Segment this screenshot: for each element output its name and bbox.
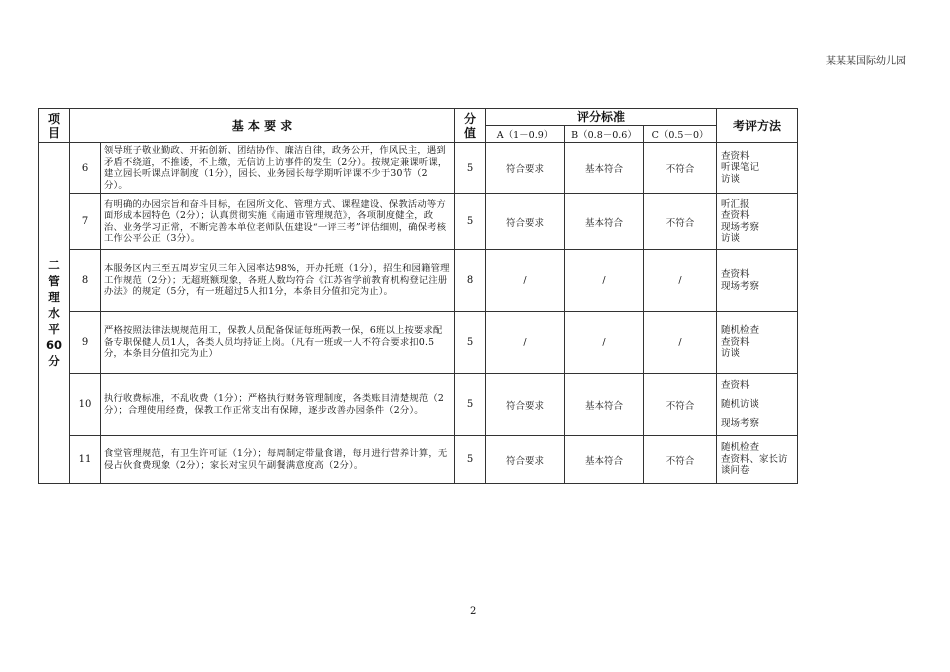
score-value: 5 — [455, 374, 486, 436]
row-number: 11 — [70, 436, 101, 484]
table-row — [39, 312, 798, 374]
evaluation-methods: 听汇报 查资料 现场考察 访谈 — [717, 194, 798, 250]
grade-c: 不符合 — [644, 436, 717, 484]
table-row — [39, 250, 798, 312]
requirement-text: 本服务区内三至五周岁宝贝三年入园率达98%，开办托班（1分），招生和园籍管理工作规范（2分）；无超班额现象，各班人数均符合《江苏省学前教育机构登记注册办法》的规定（5分，有一班超过5人扣1分，本条目分值扣完为止）。 — [101, 250, 455, 312]
table-row — [39, 143, 798, 194]
evaluation-methods: 查资料 随机访谈 现场考察 — [717, 374, 798, 436]
section-label: 二 管 理 水 平 60 分 — [39, 143, 70, 484]
row-number: 6 — [70, 143, 101, 194]
score-value: 5 — [455, 436, 486, 484]
grade-b: 基本符合 — [565, 374, 644, 436]
requirement-text: 执行收费标准，不乱收费（1分）；严格执行财务管理制度，各类账目清楚规范（2分）；合理使用经费，保教工作正常支出有保障，逐步改善办园条件（2分）。 — [101, 374, 455, 436]
grade-a: 符合要求 — [486, 143, 565, 194]
header-requirements: 基 本 要 求 — [70, 109, 455, 143]
grade-c: / — [644, 312, 717, 374]
grade-b: / — [565, 250, 644, 312]
page-number: 2 — [470, 606, 477, 617]
grade-c: 不符合 — [644, 143, 717, 194]
grade-b: / — [565, 312, 644, 374]
grade-a: 符合要求 — [486, 374, 565, 436]
grade-a: / — [486, 312, 565, 374]
organization-name: 某某某国际幼儿园 — [826, 56, 906, 67]
header-method: 考评方法 — [717, 109, 798, 143]
grade-a: 符合要求 — [486, 436, 565, 484]
grade-c: 不符合 — [644, 374, 717, 436]
evaluation-methods: 查资料 现场考察 — [717, 250, 798, 312]
header-grade-a: A（1－0.9） — [486, 126, 565, 143]
score-value: 8 — [455, 250, 486, 312]
header-criteria: 评分标准 — [486, 109, 717, 126]
evaluation-methods: 随机检查 查资料 访谈 — [717, 312, 798, 374]
table-row — [39, 194, 798, 250]
header-grade-c: C（0.5－0） — [644, 126, 717, 143]
grade-c: / — [644, 250, 717, 312]
grade-b: 基本符合 — [565, 143, 644, 194]
requirement-text: 严格按照法律法规规范用工，保教人员配备保证每班两教一保，6班以上按要求配备专职保健人员1人，各类人员均持证上岗。（凡有一班或一人不符合要求扣0.5分，本条目分值扣完为止） — [101, 312, 455, 374]
grade-b: 基本符合 — [565, 194, 644, 250]
score-value: 5 — [455, 194, 486, 250]
evaluation-methods: 查资料 听课笔记 访谈 — [717, 143, 798, 194]
table-row — [39, 436, 798, 484]
evaluation-table — [38, 108, 798, 484]
row-number: 8 — [70, 250, 101, 312]
grade-a: / — [486, 250, 565, 312]
score-value: 5 — [455, 312, 486, 374]
score-value: 5 — [455, 143, 486, 194]
row-number: 7 — [70, 194, 101, 250]
table-row — [39, 374, 798, 436]
row-number: 9 — [70, 312, 101, 374]
header-score: 分 值 — [455, 109, 486, 143]
grade-b: 基本符合 — [565, 436, 644, 484]
grade-a: 符合要求 — [486, 194, 565, 250]
requirement-text: 有明确的办园宗旨和奋斗目标，在园所文化、管理方式、课程建设、保教活动等方面形成本园特色（2分）；认真贯彻实施《南通市管理规范》，各项制度健全，政治、业务学习正常，不断完善本单位老师队伍建设“一评三考”评估细则，确保考核工作公平公正（3分）。 — [101, 194, 455, 250]
requirement-text: 领导班子敬业勤政、开拓创新、团结协作、廉洁自律，政务公开，作风民主，遇到矛盾不绕道，不推诿，不上缴，无信访上访事件的发生（2分）。按规定兼课听课，建立园长听课点评制度（1分），园长、业务园长每学期听评课不少于30节（2分）。 — [101, 143, 455, 194]
row-number: 10 — [70, 374, 101, 436]
requirement-text: 食堂管理规范，有卫生许可证（1分）；每周制定带量食谱，每月进行营养计算，无侵占伙食费现象（2分）；家长对宝贝午副餐满意度高（2分）。 — [101, 436, 455, 484]
header-item: 项 目 — [39, 109, 70, 143]
grade-c: 不符合 — [644, 194, 717, 250]
evaluation-methods: 随机检查 查资料、家长访谈问卷 — [717, 436, 798, 484]
header-grade-b: B（0.8－0.6） — [565, 126, 644, 143]
